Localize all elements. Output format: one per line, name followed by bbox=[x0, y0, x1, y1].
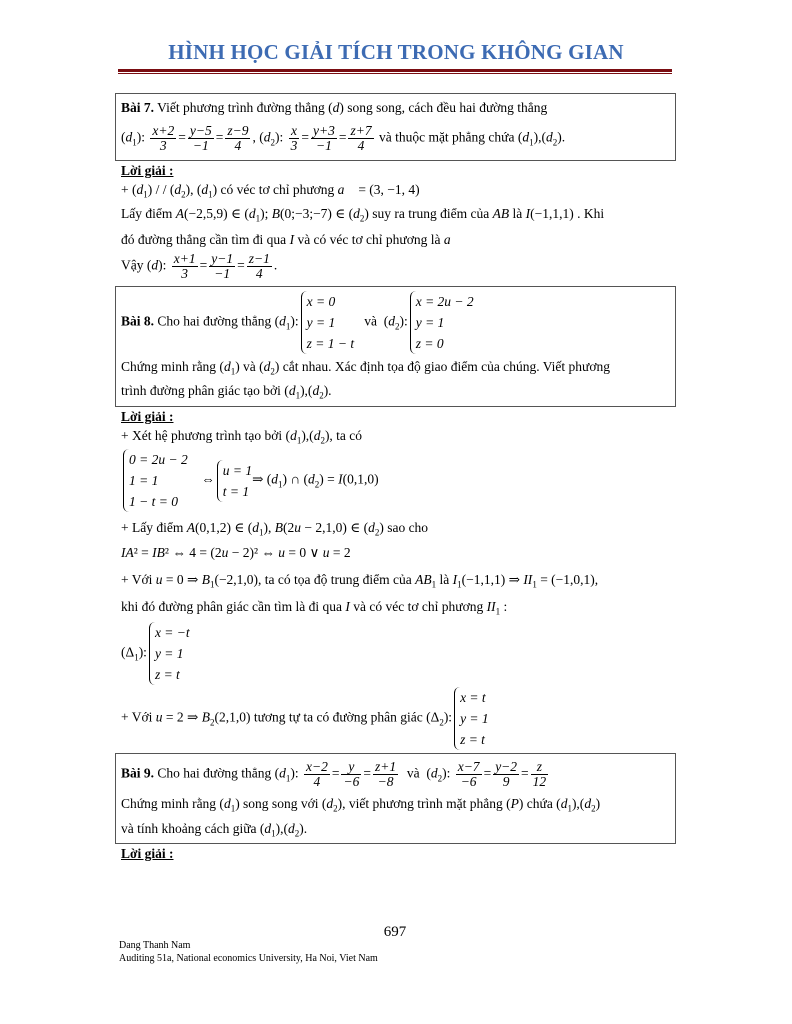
problem-7-solution-label: Lời giải : bbox=[121, 163, 174, 178]
header-rule bbox=[118, 69, 672, 72]
problem-8-sol5: khi đó đường phân giác cần tìm là đi qua I và có véc tơ chỉ phương $II_1$ : bbox=[121, 599, 508, 617]
header-rule-thin bbox=[118, 73, 672, 74]
problem-8-system: 0 = 2u − 2 1 = 1 1 − t = 0 ⇔ u = 1 t = 1 ⇒ $(d_1)$ ∩ $(d_2) = I(0,1,0)$ bbox=[121, 449, 379, 512]
problem-7-line2: $(d_1)$: $\frac{x+2}{3}$ = $\frac{y-5}{-1}$ = $\frac{z-9}{4}$ , $(d_2)$: $\frac{x}{3}$ = $\frac{y+3}{-1}$ = $\frac{z+7}{4}$ và thuộc mặt phẳng chứa $(d_1),(d_2)$. bbox=[121, 123, 566, 153]
problem-8-sol3: IA² = IB² ⇔ 4 = (2u − 2)² ⇔ u = 0 ∨ u = 2 bbox=[121, 545, 351, 560]
problem-7-sol1: + $(d_1)$ / / $(d_2)$, $(d_1)$ có véc tơ chỉ phương a⃗ = (3, −1, 4) bbox=[121, 182, 420, 200]
problem-8-sol2: + Lấy điểm A(0,1,2) ∈ $(d_1)$, B(2u − 2,1,0) ∈ $(d_2)$ sao cho bbox=[121, 520, 429, 538]
problem-8-sol6: + Với u = 2 ⇒ $B_2(2,1,0)$ tương tự ta có đường phân giác $(\Delta_2)$: x = t y = 1 z = t bbox=[121, 687, 489, 750]
problem-9-line3: và tính khoảng cách giữa $(d_1),(d_2)$. bbox=[121, 821, 308, 839]
problem-7-sol3: đó đường thẳng cần tìm đi qua I và có véc tơ chỉ phương là a⃗ bbox=[121, 232, 462, 247]
problem-7-label: Bài 7. bbox=[121, 100, 155, 115]
footer-affiliation: Auditing 51a, National economics University, Ha Noi, Viet Nam bbox=[119, 953, 378, 964]
problem-8-label: Bài 8. bbox=[121, 313, 155, 329]
problem-9-solution-label: Lời giải : bbox=[121, 846, 174, 861]
problem-8-delta1: $(\Delta_1)$: x = −t y = 1 z = t bbox=[121, 622, 190, 685]
problem-8-intro: Bài 8. Cho hai đường thẳng $(d_1)$: x = 0 y = 1 z = 1 − t và $(d_2)$: x = 2u − 2 y = 1 z = 0 bbox=[121, 291, 474, 354]
problem-8-line3: trình đường phân giác tạo bởi $(d_1),(d_2)$. bbox=[121, 383, 332, 401]
problem-7-sol4: Vậy (d): $\frac{x+1}{3}$ = $\frac{y-1}{-1}$ = $\frac{z-1}{4}$ . bbox=[121, 251, 278, 281]
problem-9-label: Bài 9. bbox=[121, 765, 155, 781]
problem-9-line2: Chứng minh rằng $(d_1)$ song song với $(d_2)$, viết phương trình mặt phẳng (P) chứa $(d_1),(d_2)$ bbox=[121, 796, 601, 814]
problem-8-sol1: + Xét hệ phương trình tạo bởi $(d_1),(d_2)$, ta có bbox=[121, 428, 363, 446]
problem-8-line2: Chứng minh rằng $(d_1)$ và $(d_2)$ cắt nhau. Xác định tọa độ giao điểm của chúng. Viết phương bbox=[121, 359, 610, 377]
page-header-title: HÌNH HỌC GIẢI TÍCH TRONG KHÔNG GIAN bbox=[168, 40, 624, 64]
problem-7-sol2: Lấy điểm A(−2,5,9) ∈ $(d_1)$; B(0;−3;−7) ∈ $(d_2)$ suy ra trung điểm của AB là I(−1,1,1) . Khi bbox=[121, 206, 605, 224]
page-number: 697 bbox=[383, 924, 407, 940]
footer-author: Dang Thanh Nam bbox=[119, 940, 191, 951]
problem-8-sol4: + Với u = 0 ⇒ $B_1(-2,1,0)$, ta có tọa độ trung điểm của $AB_1$ là $I_1(-1,1,1)$ ⇒ $II_1 = (-1,0,1)$, bbox=[121, 572, 599, 590]
problem-9-intro: Bài 9. Cho hai đường thẳng $(d_1)$: $\frac{x-2}{4}$ = $\frac{y}{-6}$ = $\frac{z+1}{-8}$ và $(d_2)$: $\frac{x-7}{-6}$ = $\frac{y-2}{9}$ = $\frac{z}{12}$ bbox=[121, 759, 547, 789]
problem-7-line1: Bài 7. Viết phương trình đường thẳng (d) song song, cách đều hai đường thẳng bbox=[121, 100, 548, 115]
problem-8-solution-label: Lời giải : bbox=[121, 409, 174, 424]
